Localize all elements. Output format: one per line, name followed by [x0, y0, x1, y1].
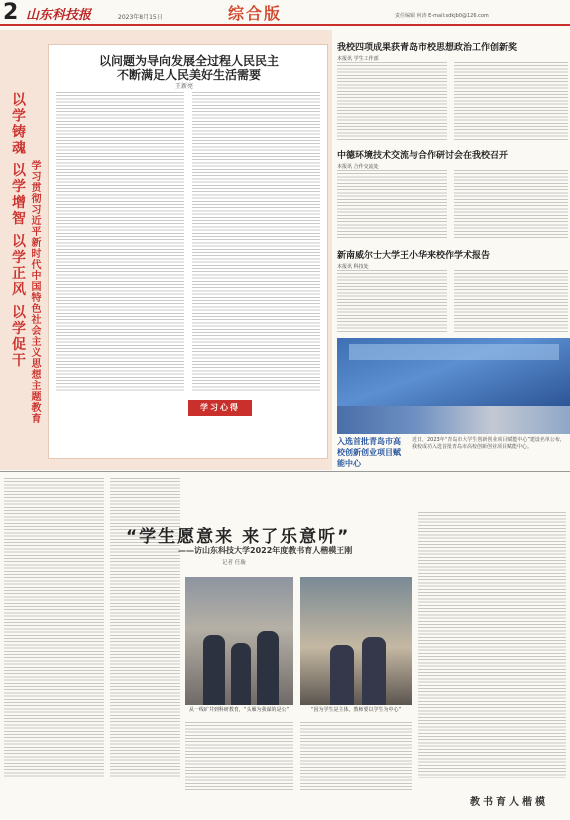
- study-badge: 学习心得: [188, 400, 252, 416]
- issue-date: 2023年8月15日: [118, 14, 163, 21]
- article2-body-col2: [454, 170, 568, 240]
- photo-note: 近日，2023年“青岛市大学生创新创业项目赋能中心”建设名单公布，我校成功入选首批青岛市高校创新创业项目赋能中心。: [412, 437, 565, 450]
- photo-caption: 入选首批青岛市高校创新创业项目赋能中心: [337, 437, 401, 468]
- article1-body-col1: [337, 62, 447, 140]
- vertical-slogan: 以学铸魂 以学增智 以学正风 以学促干: [10, 92, 26, 369]
- profile-body-col5: [418, 512, 566, 778]
- feature-title-line2: 不断满足人民美好生活需要: [116, 68, 261, 82]
- page-header: [0, 0, 570, 26]
- photo-left-caption: 从一线矿井到科研教育，“头雁为我谋的是公”: [188, 707, 290, 713]
- feature-title-line1: 以问题为导向发展全过程人民民主: [98, 54, 279, 68]
- article2-body-col1: [337, 170, 447, 240]
- article1-title: 我校四项成果获青岛市校思想政治工作创新奖: [337, 43, 518, 53]
- lab-photo-left: [185, 577, 293, 705]
- profile-body-col4: [300, 722, 412, 792]
- article1-byline: 本报讯 学生工作部: [337, 56, 379, 62]
- section-title: 综合版: [228, 4, 283, 23]
- article3-title: 新南威尔士大学王小华来校作学术报告: [337, 251, 491, 261]
- profile-body-col1: [4, 478, 104, 778]
- feature-body-col2: [192, 92, 320, 392]
- article1-body-col2: [454, 62, 568, 140]
- page-number: 2: [3, 0, 19, 25]
- editor-info: 责任编辑 何涛 E-mail:sdkjb0@126.com: [395, 13, 489, 19]
- column-banner: 教书育人楷模: [470, 797, 548, 808]
- profile-body-col3: [185, 722, 293, 792]
- feature-body-col1: [56, 92, 184, 392]
- article2-byline: 本报讯 合作交流处: [337, 164, 379, 170]
- section-divider: [0, 471, 570, 472]
- ceremony-banner: [349, 344, 559, 360]
- profile-subtitle: ——访山东科技大学2022年度教书育人楷模王刚: [178, 546, 353, 555]
- lab-photo-right: [300, 577, 412, 705]
- profile-title: “学生愿意来 来了乐意听”: [126, 527, 351, 547]
- photo-right-caption: “因为学生是主体，教师要以学生为中心”: [310, 707, 402, 713]
- award-ceremony-photo: [337, 338, 570, 406]
- article3-byline: 本报讯 科技处: [337, 264, 369, 270]
- ceremony-photo-strip: [337, 406, 570, 434]
- vertical-theme-title: 学习贯彻习近平新时代中国特色社会主义思想主题教育: [29, 160, 40, 424]
- feature-author: 王新亮: [175, 83, 194, 90]
- article2-title: 中德环境技术交流与合作研讨会在我校召开: [337, 151, 509, 161]
- masthead-logo: 山东科技报: [26, 8, 92, 23]
- profile-author: 记者 任璇: [222, 560, 246, 566]
- article3-body-col1: [337, 270, 447, 334]
- article3-body-col2: [454, 270, 568, 334]
